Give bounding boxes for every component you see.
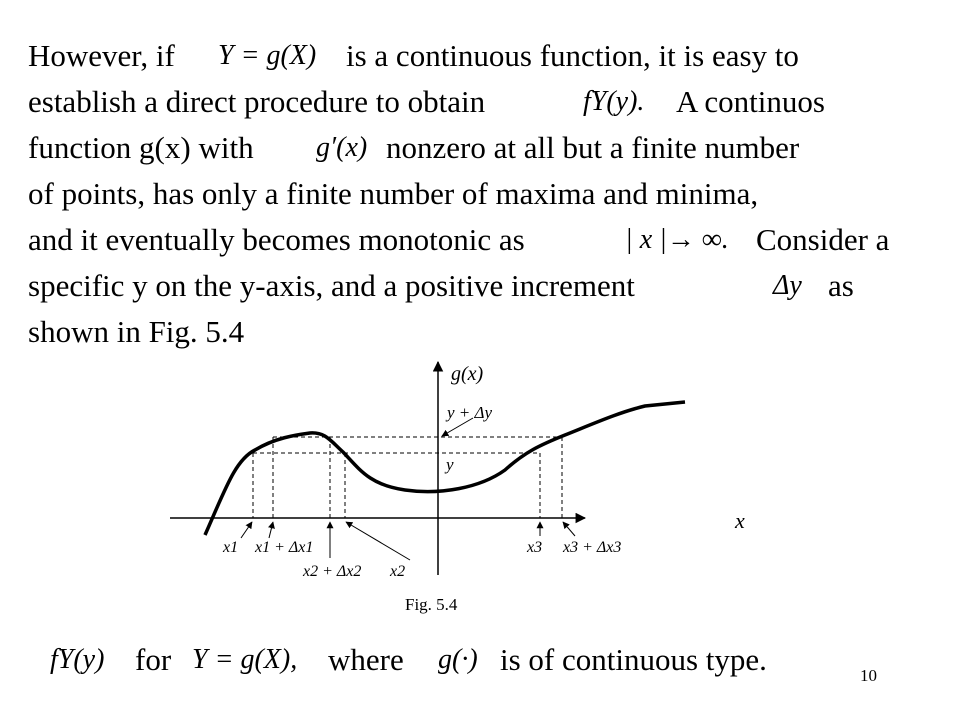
text-line-3 (28, 128, 928, 174)
math-y-equals-g-x: Y = g(X) (218, 40, 317, 71)
label-x3-dx: x3 + Δx3 (563, 539, 622, 556)
math-g-dot: g(·) (438, 644, 478, 675)
text-segment: is of continuous type. (500, 642, 767, 677)
math-y-equals-g-x: Y = g(X), (192, 644, 298, 675)
text-line-6 (28, 266, 928, 312)
label-x1: x1 (223, 539, 239, 556)
text-segment: where (328, 642, 404, 677)
pointer-x1 (241, 522, 252, 538)
math-abs-x-to-infinity: | x |→ ∞. (625, 224, 729, 255)
text-segment: Consider a (756, 222, 890, 257)
pointer-x3-dx (563, 522, 575, 536)
bottom-line (50, 640, 850, 685)
figure-5-4 (165, 350, 765, 610)
text-segment: A continuos (676, 84, 825, 119)
text-segment: However, if (28, 38, 175, 73)
label-x1-dx: x1 + Δx1 (255, 539, 314, 556)
label-y: y (446, 455, 454, 474)
text-segment: as (828, 268, 854, 303)
text-segment: shown in Fig. 5.4 (28, 314, 245, 349)
text-segment: function g(x) with (28, 130, 254, 165)
label-x3: x3 (527, 539, 543, 556)
text-segment: of points, has only a finite number of maxima and minima, (28, 176, 759, 211)
y-axis-label: g(x) (451, 363, 484, 385)
pointer-x2 (346, 522, 410, 560)
math-fy-of-y: fY(y) (50, 644, 105, 675)
label-y-plus-dy: y + Δy (447, 403, 493, 422)
text-segment: is a continuous function, it is easy to (346, 38, 799, 73)
text-segment: establish a direct procedure to obtain (28, 84, 486, 119)
figure-caption: Fig. 5.4 (405, 595, 458, 614)
math-g-prime-x: g′(x) (316, 132, 368, 163)
curve-g-of-x (205, 402, 685, 535)
text-segment: specific y on the y-axis, and a positive increment (28, 268, 635, 303)
math-delta-y: Δy (773, 270, 802, 301)
text-line-1 (28, 36, 928, 82)
label-x2: x2 (390, 563, 406, 580)
label-x2-dx: x2 + Δx2 (303, 563, 362, 580)
body-paragraph (28, 36, 928, 358)
page-number: 10 (860, 666, 877, 685)
text-line-2 (28, 82, 928, 128)
math-fy-of-y: fY(y). (583, 86, 645, 117)
text-segment: for (135, 642, 172, 677)
text-line-5 (28, 220, 928, 266)
text-segment: nonzero at all but a finite number (386, 130, 800, 165)
text-segment: and it eventually becomes monotonic as (28, 222, 525, 257)
text-line-4 (28, 174, 928, 220)
pointer-x1-dx (269, 522, 273, 538)
x-axis-label: x (735, 508, 745, 533)
